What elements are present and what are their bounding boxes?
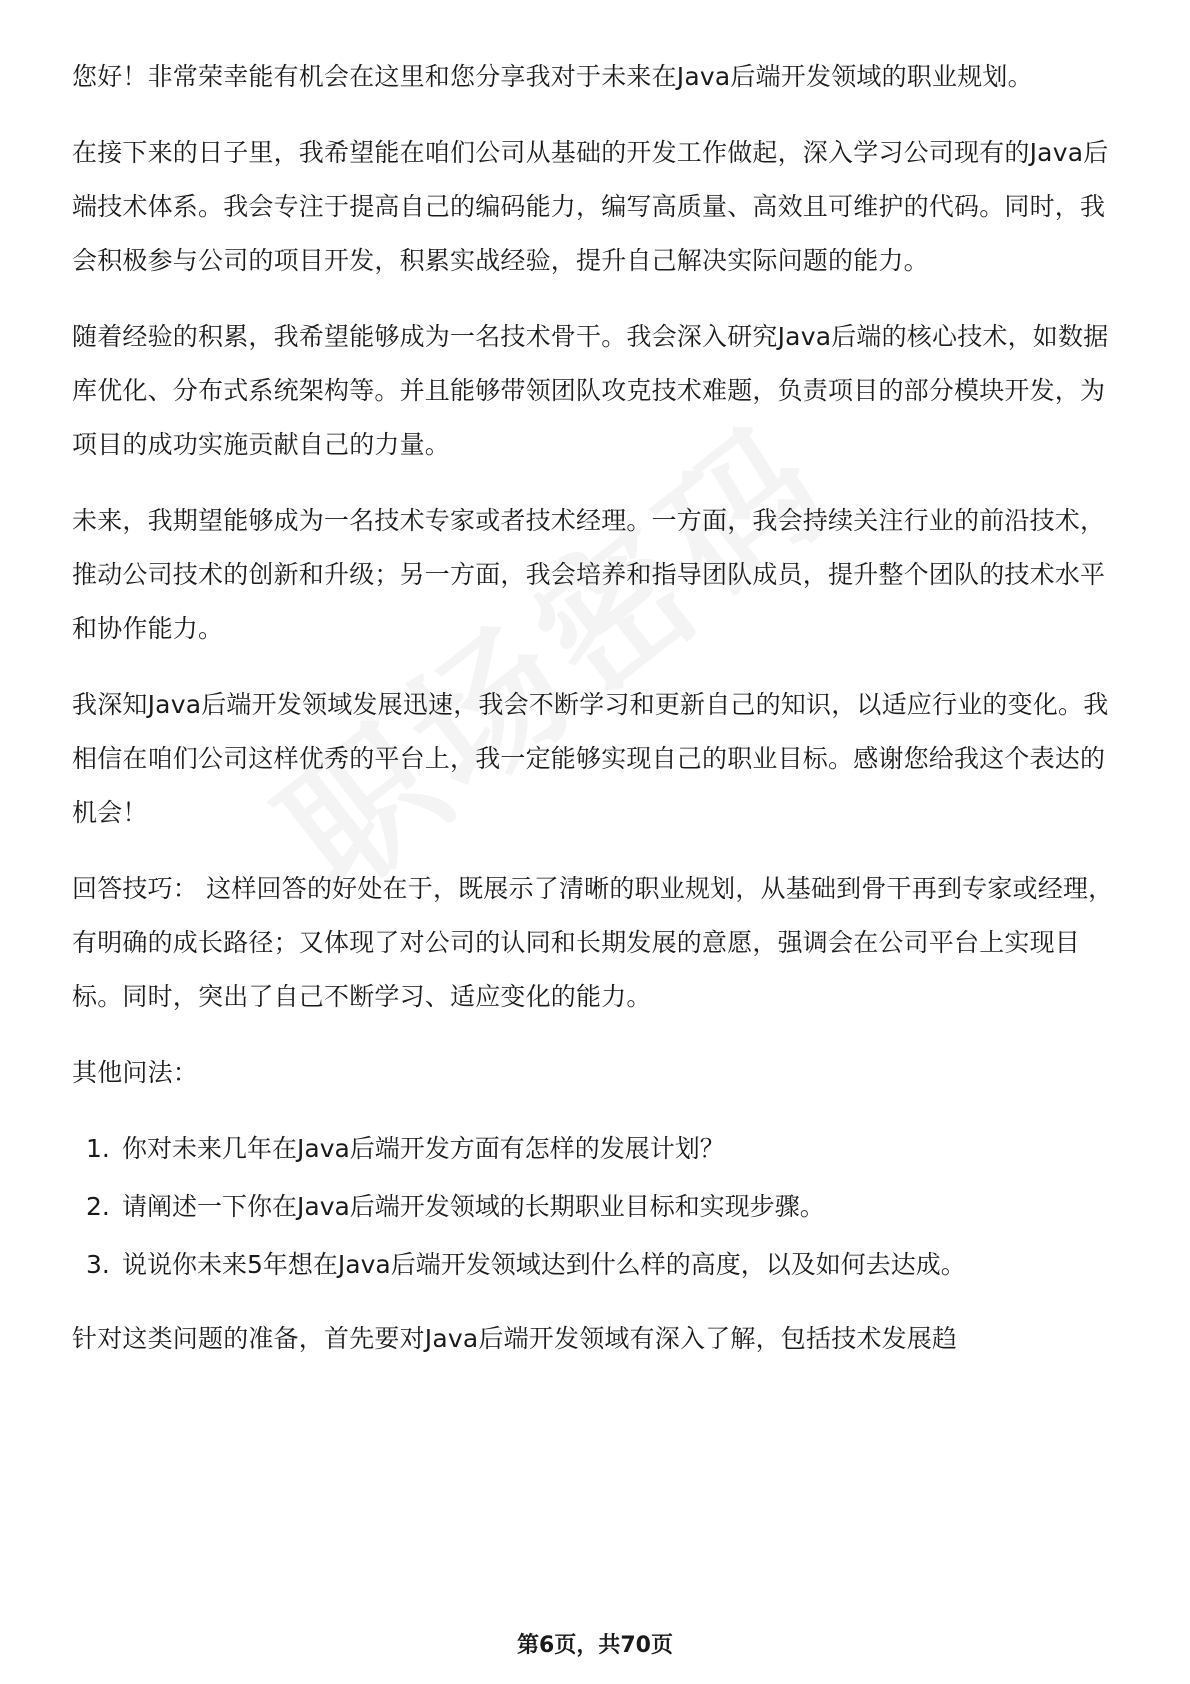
list-item-text: 你对未来几年在Java后端开发方面有怎样的发展计划？ [122, 1134, 725, 1163]
paragraph-other-questions-heading: 其他问法： [72, 1058, 199, 1087]
list-item [86, 1180, 1120, 1234]
paragraph-greeting: 您好！非常荣幸能有机会在这里和您分享我对于未来在Java后端开发领域的职业规划。 [72, 62, 1033, 91]
paragraph-mid-term-plan: 随着经验的积累，我希望能够成为一名技术骨干。我会深入研究Java后端的核心技术，如数据库优化、分布式系统架构等。并且能够带领团队攻克技术难题，负责项目的部分模块开发，为项目的成功实施贡献自己的力量。 [72, 322, 1109, 459]
paragraph-preparation: 针对这类问题的准备，首先要对Java后端开发领域有深入了解，包括技术发展趋 [72, 1324, 958, 1353]
list-item-text: 说说你未来5年想在Java后端开发领域达到什么样的高度，以及如何去达成。 [122, 1250, 966, 1279]
list-item [86, 1238, 1120, 1292]
list-item-text: 请阐述一下你在Java后端开发领域的长期职业目标和实现步骤。 [122, 1192, 825, 1221]
other-questions-list [72, 1122, 1120, 1292]
paragraph-long-term-plan: 未来，我期望能够成为一名技术专家或者技术经理。一方面，我会持续关注行业的前沿技术，推动公司技术的创新和升级；另一方面，我会培养和指导团队成员，提升整个团队的技术水平和协作能力。 [72, 506, 1106, 643]
paragraph-answer-tips: 回答技巧： 这样回答的好处在于，既展示了清晰的职业规划，从基础到骨干再到专家或经理，有明确的成长路径；又体现了对公司的认同和长期发展的意愿，强调会在公司平台上实现目标。同时，突出了自己不断学习、适应变化的能力。 [72, 874, 1114, 1011]
list-item-number: 3. [86, 1250, 110, 1279]
list-item-number: 1. [86, 1134, 110, 1163]
paragraph-conclusion: 我深知Java后端开发领域发展迅速，我会不断学习和更新自己的知识，以适应行业的变化。我相信在咱们公司这样优秀的平台上，我一定能够实现自己的职业目标。感谢您给我这个表达的机会！ [72, 690, 1109, 827]
list-item-number: 2. [86, 1192, 110, 1221]
page-number-footer: 第6页，共70页 [517, 1633, 673, 1658]
list-item [86, 1122, 1120, 1176]
paragraph-short-term-plan: 在接下来的日子里，我希望能在咱们公司从基础的开发工作做起，深入学习公司现有的Java后端技术体系。我会专注于提高自己的编码能力，编写高质量、高效且可维护的代码。同时，我会积极参与公司的项目开发，积累实战经验，提升自己解决实际问题的能力。 [72, 138, 1109, 275]
